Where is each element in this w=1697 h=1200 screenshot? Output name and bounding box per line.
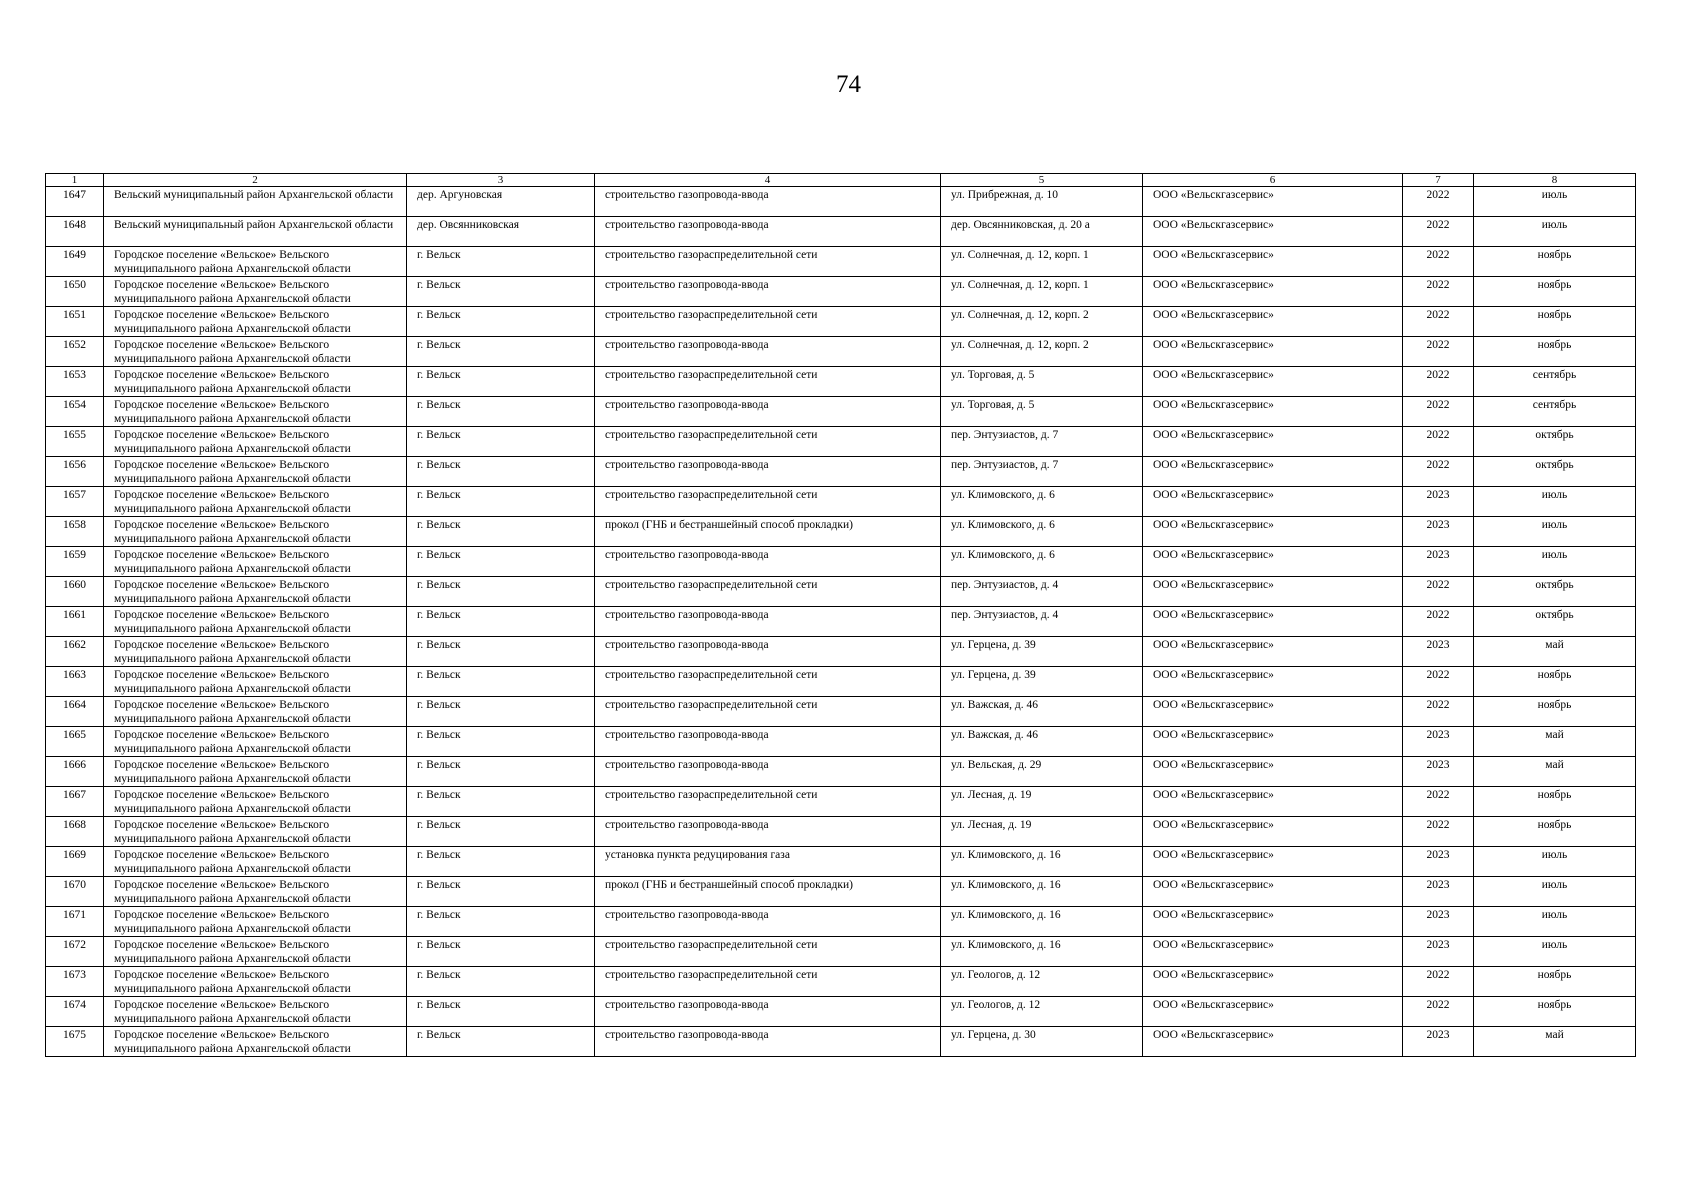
cell-settlement: г. Вельск [407, 247, 595, 277]
cell-row-number: 1667 [46, 787, 104, 817]
cell-settlement: г. Вельск [407, 1027, 595, 1057]
table-row [46, 247, 1636, 277]
cell-municipality: Вельский муниципальный район Архангельской области [104, 217, 407, 247]
cell-address: ул. Солнечная, д. 12, корп. 1 [941, 247, 1143, 277]
cell-year: 2022 [1403, 697, 1474, 727]
cell-municipality: Городское поселение «Вельское» Вельского муниципального района Архангельской области [104, 397, 407, 427]
cell-municipality: Городское поселение «Вельское» Вельского муниципального района Архангельской области [104, 337, 407, 367]
cell-settlement: г. Вельск [407, 307, 595, 337]
cell-month: июль [1474, 547, 1636, 577]
cell-year: 2022 [1403, 367, 1474, 397]
cell-settlement: г. Вельск [407, 787, 595, 817]
table-row [46, 907, 1636, 937]
cell-address: пер. Энтузиастов, д. 4 [941, 607, 1143, 637]
cell-municipality: Городское поселение «Вельское» Вельского муниципального района Архангельской области [104, 277, 407, 307]
column-header-2: 2 [104, 174, 407, 187]
cell-address: ул. Герцена, д. 30 [941, 1027, 1143, 1057]
table-row [46, 577, 1636, 607]
cell-municipality: Городское поселение «Вельское» Вельского муниципального района Архангельской области [104, 727, 407, 757]
table-row [46, 397, 1636, 427]
table-row [46, 457, 1636, 487]
cell-address: ул. Геологов, д. 12 [941, 967, 1143, 997]
cell-month: ноябрь [1474, 967, 1636, 997]
cell-year: 2023 [1403, 517, 1474, 547]
cell-row-number: 1648 [46, 217, 104, 247]
column-header-5: 5 [941, 174, 1143, 187]
data-table [45, 173, 1636, 1057]
cell-settlement: г. Вельск [407, 397, 595, 427]
cell-contractor: ООО «Вельскгазсервис» [1143, 577, 1403, 607]
cell-work-type: строительство газопровода-ввода [595, 637, 941, 667]
cell-address: ул. Вельская, д. 29 [941, 757, 1143, 787]
cell-address: ул. Климовского, д. 6 [941, 517, 1143, 547]
cell-month: май [1474, 727, 1636, 757]
cell-contractor: ООО «Вельскгазсервис» [1143, 217, 1403, 247]
cell-year: 2023 [1403, 877, 1474, 907]
cell-month: июль [1474, 907, 1636, 937]
cell-settlement: г. Вельск [407, 607, 595, 637]
cell-month: ноябрь [1474, 337, 1636, 367]
cell-contractor: ООО «Вельскгазсервис» [1143, 457, 1403, 487]
cell-year: 2022 [1403, 247, 1474, 277]
cell-work-type: строительство газопровода-ввода [595, 547, 941, 577]
cell-address: ул. Лесная, д. 19 [941, 817, 1143, 847]
cell-municipality: Городское поселение «Вельское» Вельского муниципального района Архангельской области [104, 547, 407, 577]
cell-settlement: г. Вельск [407, 757, 595, 787]
cell-row-number: 1673 [46, 967, 104, 997]
cell-municipality: Городское поселение «Вельское» Вельского муниципального района Архангельской области [104, 667, 407, 697]
cell-municipality: Городское поселение «Вельское» Вельского муниципального района Архангельской области [104, 907, 407, 937]
cell-contractor: ООО «Вельскгазсервис» [1143, 907, 1403, 937]
cell-address: ул. Важская, д. 46 [941, 727, 1143, 757]
cell-contractor: ООО «Вельскгазсервис» [1143, 1027, 1403, 1057]
cell-settlement: г. Вельск [407, 667, 595, 697]
cell-municipality: Городское поселение «Вельское» Вельского муниципального района Архангельской области [104, 847, 407, 877]
cell-row-number: 1659 [46, 547, 104, 577]
cell-work-type: строительство газораспределительной сети [595, 967, 941, 997]
cell-work-type: строительство газораспределительной сети [595, 307, 941, 337]
cell-month: июль [1474, 517, 1636, 547]
cell-address: ул. Солнечная, д. 12, корп. 1 [941, 277, 1143, 307]
cell-municipality: Городское поселение «Вельское» Вельского муниципального района Архангельской области [104, 487, 407, 517]
cell-contractor: ООО «Вельскгазсервис» [1143, 637, 1403, 667]
cell-municipality: Городское поселение «Вельское» Вельского муниципального района Архангельской области [104, 517, 407, 547]
cell-row-number: 1651 [46, 307, 104, 337]
cell-work-type: строительство газораспределительной сети [595, 697, 941, 727]
cell-contractor: ООО «Вельскгазсервис» [1143, 667, 1403, 697]
cell-contractor: ООО «Вельскгазсервис» [1143, 937, 1403, 967]
cell-settlement: г. Вельск [407, 637, 595, 667]
cell-work-type: строительство газопровода-ввода [595, 187, 941, 217]
table-body [46, 187, 1636, 1057]
cell-address: ул. Прибрежная, д. 10 [941, 187, 1143, 217]
cell-month: ноябрь [1474, 697, 1636, 727]
cell-row-number: 1672 [46, 937, 104, 967]
cell-year: 2023 [1403, 907, 1474, 937]
table-row [46, 787, 1636, 817]
cell-work-type: строительство газопровода-ввода [595, 217, 941, 247]
cell-month: октябрь [1474, 577, 1636, 607]
cell-row-number: 1675 [46, 1027, 104, 1057]
table-row [46, 967, 1636, 997]
table-row [46, 547, 1636, 577]
cell-settlement: г. Вельск [407, 457, 595, 487]
cell-month: июль [1474, 877, 1636, 907]
cell-month: ноябрь [1474, 277, 1636, 307]
cell-month: сентябрь [1474, 397, 1636, 427]
cell-settlement: г. Вельск [407, 517, 595, 547]
table-row [46, 427, 1636, 457]
cell-month: ноябрь [1474, 667, 1636, 697]
cell-work-type: прокол (ГНБ и бестраншейный способ прокладки) [595, 517, 941, 547]
table-row [46, 1027, 1636, 1057]
cell-year: 2022 [1403, 997, 1474, 1027]
cell-row-number: 1649 [46, 247, 104, 277]
cell-address: ул. Герцена, д. 39 [941, 637, 1143, 667]
table-row [46, 757, 1636, 787]
cell-row-number: 1655 [46, 427, 104, 457]
table-header-row [46, 174, 1636, 187]
cell-row-number: 1668 [46, 817, 104, 847]
cell-municipality: Городское поселение «Вельское» Вельского муниципального района Архангельской области [104, 577, 407, 607]
table-row [46, 697, 1636, 727]
cell-year: 2022 [1403, 337, 1474, 367]
cell-contractor: ООО «Вельскгазсервис» [1143, 877, 1403, 907]
cell-municipality: Городское поселение «Вельское» Вельского муниципального района Архангельской области [104, 367, 407, 397]
page-number: 74 [836, 71, 861, 98]
cell-municipality: Городское поселение «Вельское» Вельского муниципального района Архангельской области [104, 817, 407, 847]
cell-contractor: ООО «Вельскгазсервис» [1143, 427, 1403, 457]
cell-work-type: строительство газораспределительной сети [595, 247, 941, 277]
cell-month: июль [1474, 217, 1636, 247]
cell-municipality: Городское поселение «Вельское» Вельского муниципального района Архангельской области [104, 307, 407, 337]
table-row [46, 217, 1636, 247]
cell-month: май [1474, 757, 1636, 787]
cell-settlement: г. Вельск [407, 937, 595, 967]
cell-year: 2023 [1403, 727, 1474, 757]
cell-month: май [1474, 637, 1636, 667]
cell-row-number: 1665 [46, 727, 104, 757]
cell-contractor: ООО «Вельскгазсервис» [1143, 367, 1403, 397]
cell-contractor: ООО «Вельскгазсервис» [1143, 487, 1403, 517]
cell-municipality: Городское поселение «Вельское» Вельского муниципального района Архангельской области [104, 787, 407, 817]
cell-municipality: Городское поселение «Вельское» Вельского муниципального района Архангельской области [104, 457, 407, 487]
cell-row-number: 1674 [46, 997, 104, 1027]
table-row [46, 487, 1636, 517]
cell-year: 2023 [1403, 847, 1474, 877]
cell-month: июль [1474, 847, 1636, 877]
cell-work-type: прокол (ГНБ и бестраншейный способ прокладки) [595, 877, 941, 907]
cell-contractor: ООО «Вельскгазсервис» [1143, 397, 1403, 427]
cell-municipality: Городское поселение «Вельское» Вельского муниципального района Архангельской области [104, 607, 407, 637]
cell-address: ул. Герцена, д. 39 [941, 667, 1143, 697]
cell-settlement: г. Вельск [407, 907, 595, 937]
cell-month: ноябрь [1474, 787, 1636, 817]
cell-address: ул. Солнечная, д. 12, корп. 2 [941, 337, 1143, 367]
cell-year: 2022 [1403, 277, 1474, 307]
cell-address: ул. Солнечная, д. 12, корп. 2 [941, 307, 1143, 337]
cell-row-number: 1660 [46, 577, 104, 607]
cell-row-number: 1661 [46, 607, 104, 637]
cell-month: октябрь [1474, 457, 1636, 487]
cell-month: октябрь [1474, 427, 1636, 457]
cell-contractor: ООО «Вельскгазсервис» [1143, 277, 1403, 307]
table-row [46, 337, 1636, 367]
cell-row-number: 1657 [46, 487, 104, 517]
cell-year: 2022 [1403, 667, 1474, 697]
cell-municipality: Городское поселение «Вельское» Вельского муниципального района Архангельской области [104, 877, 407, 907]
cell-work-type: строительство газораспределительной сети [595, 367, 941, 397]
cell-work-type: строительство газораспределительной сети [595, 577, 941, 607]
cell-municipality: Городское поселение «Вельское» Вельского муниципального района Архангельской области [104, 1027, 407, 1057]
cell-year: 2023 [1403, 757, 1474, 787]
cell-contractor: ООО «Вельскгазсервис» [1143, 727, 1403, 757]
cell-row-number: 1671 [46, 907, 104, 937]
cell-year: 2023 [1403, 637, 1474, 667]
table-row [46, 877, 1636, 907]
cell-row-number: 1669 [46, 847, 104, 877]
cell-year: 2023 [1403, 1027, 1474, 1057]
cell-work-type: строительство газораспределительной сети [595, 787, 941, 817]
cell-row-number: 1652 [46, 337, 104, 367]
cell-settlement: г. Вельск [407, 967, 595, 997]
cell-work-type: строительство газопровода-ввода [595, 337, 941, 367]
column-header-1: 1 [46, 174, 104, 187]
cell-settlement: г. Вельск [407, 877, 595, 907]
cell-work-type: строительство газопровода-ввода [595, 397, 941, 427]
cell-month: июль [1474, 487, 1636, 517]
table-row [46, 727, 1636, 757]
table-row [46, 307, 1636, 337]
cell-address: ул. Торговая, д. 5 [941, 397, 1143, 427]
cell-year: 2022 [1403, 397, 1474, 427]
cell-address: пер. Энтузиастов, д. 4 [941, 577, 1143, 607]
cell-year: 2022 [1403, 607, 1474, 637]
table-row [46, 997, 1636, 1027]
cell-row-number: 1656 [46, 457, 104, 487]
cell-work-type: строительство газопровода-ввода [595, 277, 941, 307]
cell-work-type: строительство газопровода-ввода [595, 457, 941, 487]
cell-work-type: строительство газопровода-ввода [595, 817, 941, 847]
table-row [46, 847, 1636, 877]
cell-contractor: ООО «Вельскгазсервис» [1143, 757, 1403, 787]
cell-work-type: строительство газопровода-ввода [595, 997, 941, 1027]
cell-settlement: г. Вельск [407, 337, 595, 367]
cell-municipality: Городское поселение «Вельское» Вельского муниципального района Архангельской области [104, 997, 407, 1027]
table-row [46, 277, 1636, 307]
cell-contractor: ООО «Вельскгазсервис» [1143, 307, 1403, 337]
cell-address: ул. Торговая, д. 5 [941, 367, 1143, 397]
column-header-4: 4 [595, 174, 941, 187]
cell-address: пер. Энтузиастов, д. 7 [941, 457, 1143, 487]
table-row [46, 937, 1636, 967]
cell-address: ул. Климовского, д. 6 [941, 487, 1143, 517]
cell-municipality: Вельский муниципальный район Архангельской области [104, 187, 407, 217]
cell-work-type: строительство газопровода-ввода [595, 607, 941, 637]
cell-year: 2023 [1403, 937, 1474, 967]
cell-settlement: г. Вельск [407, 427, 595, 457]
cell-row-number: 1670 [46, 877, 104, 907]
cell-row-number: 1666 [46, 757, 104, 787]
cell-settlement: г. Вельск [407, 697, 595, 727]
cell-settlement: г. Вельск [407, 817, 595, 847]
table-row [46, 637, 1636, 667]
cell-settlement: г. Вельск [407, 367, 595, 397]
cell-work-type: строительство газопровода-ввода [595, 757, 941, 787]
cell-row-number: 1663 [46, 667, 104, 697]
cell-year: 2022 [1403, 967, 1474, 997]
cell-year: 2022 [1403, 457, 1474, 487]
cell-row-number: 1650 [46, 277, 104, 307]
cell-contractor: ООО «Вельскгазсервис» [1143, 847, 1403, 877]
cell-month: июль [1474, 187, 1636, 217]
cell-work-type: установка пункта редуцирования газа [595, 847, 941, 877]
cell-contractor: ООО «Вельскгазсервис» [1143, 817, 1403, 847]
cell-settlement: г. Вельск [407, 847, 595, 877]
cell-address: ул. Климовского, д. 6 [941, 547, 1143, 577]
cell-contractor: ООО «Вельскгазсервис» [1143, 337, 1403, 367]
cell-month: июль [1474, 937, 1636, 967]
cell-month: сентябрь [1474, 367, 1636, 397]
cell-work-type: строительство газораспределительной сети [595, 427, 941, 457]
table-row [46, 367, 1636, 397]
cell-contractor: ООО «Вельскгазсервис» [1143, 247, 1403, 277]
cell-municipality: Городское поселение «Вельское» Вельского муниципального района Архангельской области [104, 697, 407, 727]
cell-address: пер. Энтузиастов, д. 7 [941, 427, 1143, 457]
cell-year: 2022 [1403, 187, 1474, 217]
cell-settlement: дер. Аргуновская [407, 187, 595, 217]
cell-address: ул. Геологов, д. 12 [941, 997, 1143, 1027]
cell-work-type: строительство газопровода-ввода [595, 727, 941, 757]
cell-municipality: Городское поселение «Вельское» Вельского муниципального района Архангельской области [104, 637, 407, 667]
cell-contractor: ООО «Вельскгазсервис» [1143, 997, 1403, 1027]
cell-settlement: г. Вельск [407, 727, 595, 757]
cell-work-type: строительство газораспределительной сети [595, 667, 941, 697]
cell-address: ул. Климовского, д. 16 [941, 937, 1143, 967]
cell-municipality: Городское поселение «Вельское» Вельского муниципального района Архангельской области [104, 247, 407, 277]
cell-address: ул. Лесная, д. 19 [941, 787, 1143, 817]
cell-row-number: 1653 [46, 367, 104, 397]
cell-work-type: строительство газопровода-ввода [595, 907, 941, 937]
cell-year: 2022 [1403, 307, 1474, 337]
cell-address: ул. Климовского, д. 16 [941, 877, 1143, 907]
cell-month: октябрь [1474, 607, 1636, 637]
cell-row-number: 1654 [46, 397, 104, 427]
cell-municipality: Городское поселение «Вельское» Вельского муниципального района Архангельской области [104, 937, 407, 967]
cell-municipality: Городское поселение «Вельское» Вельского муниципального района Архангельской области [104, 757, 407, 787]
cell-month: май [1474, 1027, 1636, 1057]
table-row [46, 607, 1636, 637]
cell-municipality: Городское поселение «Вельское» Вельского муниципального района Архангельской области [104, 427, 407, 457]
cell-contractor: ООО «Вельскгазсервис» [1143, 697, 1403, 727]
cell-month: ноябрь [1474, 307, 1636, 337]
cell-row-number: 1664 [46, 697, 104, 727]
cell-work-type: строительство газораспределительной сети [595, 487, 941, 517]
cell-address: дер. Овсянниковская, д. 20 а [941, 217, 1143, 247]
column-header-7: 7 [1403, 174, 1474, 187]
cell-contractor: ООО «Вельскгазсервис» [1143, 787, 1403, 817]
cell-address: ул. Климовского, д. 16 [941, 907, 1143, 937]
cell-settlement: г. Вельск [407, 487, 595, 517]
cell-work-type: строительство газораспределительной сети [595, 937, 941, 967]
cell-contractor: ООО «Вельскгазсервис» [1143, 547, 1403, 577]
table-row [46, 817, 1636, 847]
cell-settlement: г. Вельск [407, 547, 595, 577]
cell-work-type: строительство газопровода-ввода [595, 1027, 941, 1057]
cell-month: ноябрь [1474, 817, 1636, 847]
cell-row-number: 1658 [46, 517, 104, 547]
cell-municipality: Городское поселение «Вельское» Вельского муниципального района Архангельской области [104, 967, 407, 997]
cell-settlement: дер. Овсянниковская [407, 217, 595, 247]
cell-year: 2022 [1403, 217, 1474, 247]
cell-settlement: г. Вельск [407, 577, 595, 607]
cell-year: 2022 [1403, 787, 1474, 817]
cell-month: ноябрь [1474, 247, 1636, 277]
cell-row-number: 1662 [46, 637, 104, 667]
cell-contractor: ООО «Вельскгазсервис» [1143, 967, 1403, 997]
cell-address: ул. Важская, д. 46 [941, 697, 1143, 727]
cell-address: ул. Климовского, д. 16 [941, 847, 1143, 877]
column-header-3: 3 [407, 174, 595, 187]
cell-contractor: ООО «Вельскгазсервис» [1143, 517, 1403, 547]
cell-settlement: г. Вельск [407, 997, 595, 1027]
cell-year: 2022 [1403, 577, 1474, 607]
cell-month: ноябрь [1474, 997, 1636, 1027]
table-row [46, 517, 1636, 547]
table-row [46, 187, 1636, 217]
cell-year: 2023 [1403, 487, 1474, 517]
cell-settlement: г. Вельск [407, 277, 595, 307]
column-header-6: 6 [1143, 174, 1403, 187]
cell-contractor: ООО «Вельскгазсервис» [1143, 607, 1403, 637]
table-row [46, 667, 1636, 697]
cell-row-number: 1647 [46, 187, 104, 217]
cell-year: 2022 [1403, 817, 1474, 847]
cell-contractor: ООО «Вельскгазсервис» [1143, 187, 1403, 217]
column-header-8: 8 [1474, 174, 1636, 187]
cell-year: 2023 [1403, 547, 1474, 577]
cell-year: 2022 [1403, 427, 1474, 457]
